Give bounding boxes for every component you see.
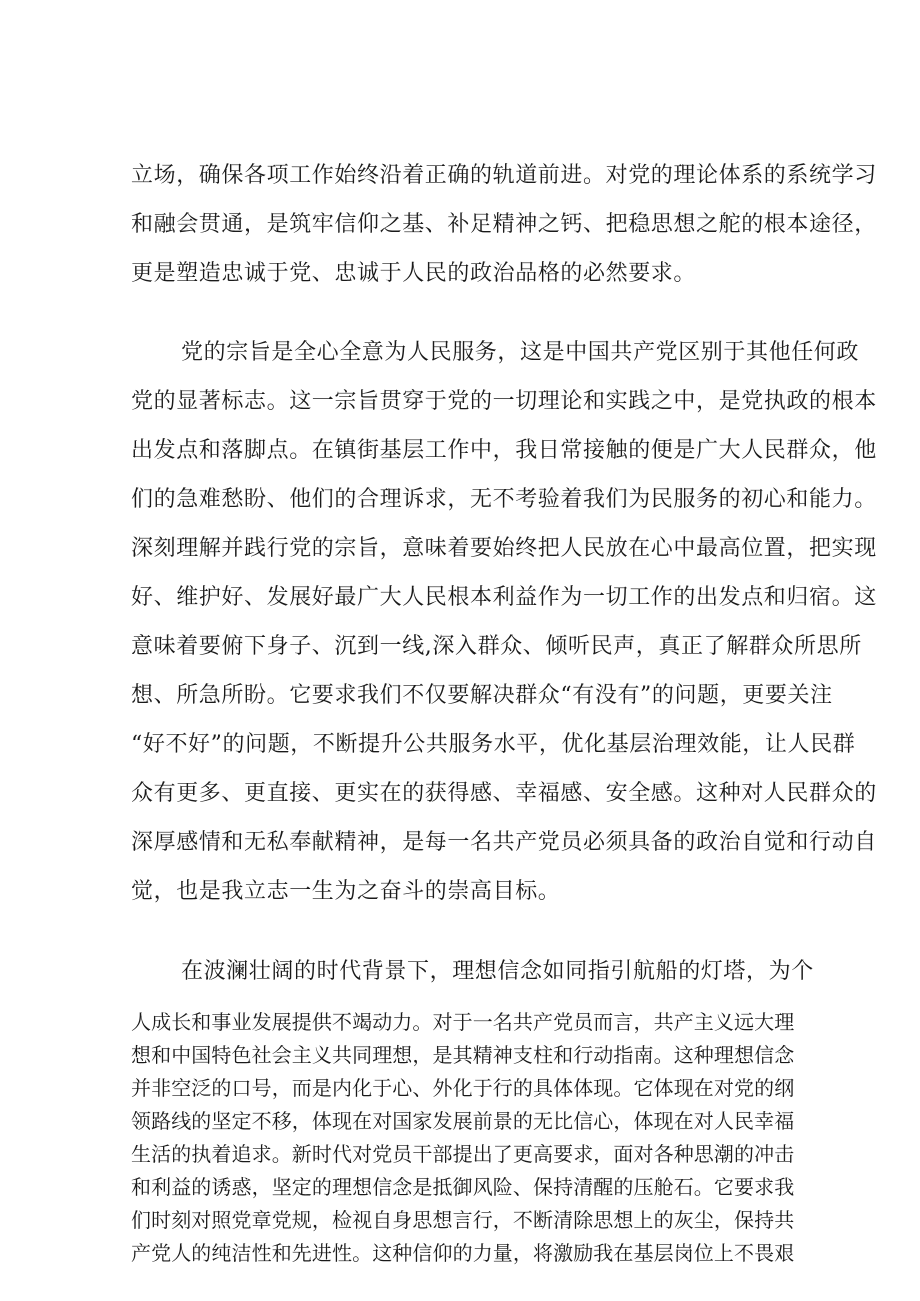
text-line: 众有更多、更直接、更实在的获得感、幸福感、安全感。这种对人民群众的 xyxy=(131,781,877,806)
text-line: 生活的执着追求。新时代对党员干部提出了更高要求，面对各种思潮的冲击 xyxy=(131,1142,795,1166)
text-line: 党的显著标志。这一宗旨贯穿于党的一切理论和实践之中，是党执政的根本 xyxy=(131,389,877,414)
text-line: 想、所急所盼。它要求我们不仅要解决群众“有没有”的问题，更要关注 xyxy=(131,683,833,708)
text-line: 深刻理解并践行党的宗旨，意味着要始终把人民放在心中最高位置，把实现 xyxy=(131,536,877,561)
text-line: 深厚感情和无私奉献精神，是每一名共产党员必须具备的政治自觉和行动自 xyxy=(131,830,877,855)
text-line: 们时刻对照党章党规，检视自身思想言行，不断清除思想上的灰尘，保持共 xyxy=(131,1208,795,1232)
text-line: “好不好”的问题，不断提升公共服务水平，优化基层治理效能，让人民群 xyxy=(131,732,856,757)
text-line: 产党人的纯洁性和先进性。这种信仰的力量，将激励我在基层岗位上不畏艰 xyxy=(131,1241,795,1265)
text-line: 和融会贯通，是筑牢信仰之基、补足精神之钙、把稳思想之舵的根本途径， xyxy=(131,212,877,237)
text-line: 并非空泛的口号，而是内化于心、外化于行的具体体现。它体现在对党的纲 xyxy=(131,1076,795,1100)
text-line: 更是塑造忠诚于党、忠诚于人民的政治品格的必然要求。 xyxy=(131,261,697,286)
text-line: 领路线的坚定不移，体现在对国家发展前景的无比信心，体现在对人民幸福 xyxy=(131,1109,795,1133)
text-line: 出发点和落脚点。在镇街基层工作中，我日常接触的便是广大人民群众，他 xyxy=(131,438,877,463)
text-line: 想和中国特色社会主义共同理想，是其精神支柱和行动指南。这种理想信念 xyxy=(131,1043,795,1067)
text-line: 好、维护好、发展好最广大人民根本利益作为一切工作的出发点和归宿。这 xyxy=(131,585,877,610)
text-line: 觉，也是我立志一生为之奋斗的崇高目标。 xyxy=(131,879,561,904)
text-line: 在波澜壮阔的时代背景下，理想信念如同指引航船的灯塔，为个 xyxy=(181,959,814,984)
text-line: 人成长和事业发展提供不竭动力。对于一名共产党员而言，共产主义远大理 xyxy=(131,1010,795,1034)
text-line: 党的宗旨是全心全意为人民服务，这是中国共产党区别于其他任何政 xyxy=(181,340,860,365)
text-line: 们的急难愁盼、他们的合理诉求，无不考验着我们为民服务的初心和能力。 xyxy=(131,487,877,512)
text-line: 意味着要俯下身子、沉到一线,深入群众、倾听民声，真正了解群众所思所 xyxy=(131,634,862,659)
text-line: 和利益的诱惑，坚定的理想信念是抵御风险、保持清醒的压舱石。它要求我 xyxy=(131,1175,795,1199)
text-line: 立场，确保各项工作始终沿着正确的轨道前进。对党的理论体系的系统学习 xyxy=(131,163,877,188)
